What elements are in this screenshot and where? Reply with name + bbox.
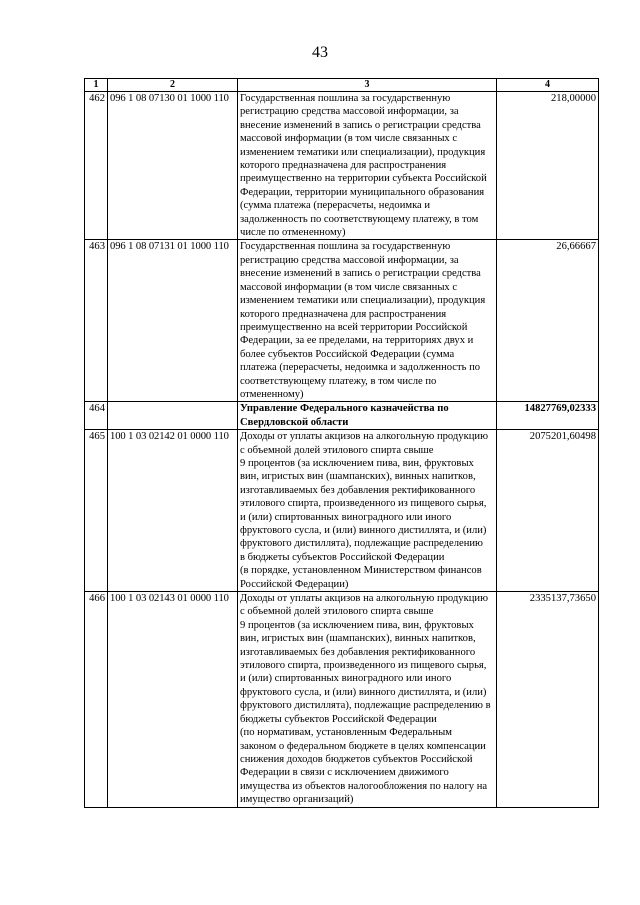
budget-code: 100 1 03 02143 01 0000 110 [108,592,238,808]
page-number: 43 [312,44,328,61]
column-header: 4 [497,79,599,92]
table-row [85,430,599,592]
row-number: 465 [85,430,108,592]
budget-code: 096 1 08 07131 01 1000 110 [108,240,238,402]
column-header: 3 [238,79,497,92]
row-number: 462 [85,92,108,240]
row-amount: 2335137,73650 [497,592,599,808]
row-number: 466 [85,592,108,808]
row-amount: 218,00000 [497,92,599,240]
column-header: 1 [85,79,108,92]
row-description: Государственная пошлина за государственную регистрацию средства массовой информации, за внесение изменений в запись о регистрации средства массовой информации (в том числе связанных с изменением тематики или специализации), продукция которого предназначена для распространения преимущественно на территории субъекта Российской Федерации, территории муниципального образования (сумма платежа (перерасчеты, недоимка и задолженность по соответствующему платежу, в том числе по отмененному) [238,92,497,240]
row-amount: 14827769,02333 [497,402,599,430]
table-row [85,240,599,402]
budget-table [84,78,599,808]
table-row [85,592,599,808]
budget-code: 100 1 03 02142 01 0000 110 [108,430,238,592]
row-description: Управление Федерального казначейства по Свердловской области [238,402,497,430]
row-number: 464 [85,402,108,430]
budget-code [108,402,238,430]
row-description: Доходы от уплаты акцизов на алкогольную продукцию с объемной долей этилового спирта свыше 9 процентов (за исключением пива, вин, фруктовых вин, игристых вин (шампанских), винных напитков, изготавливаемых без добавления ректификованного этилового спирта, произведенного из пищевого сырья, и (или) спиртованных виноградного или иного фруктового сусла, и (или) винного дистиллята, и (или) фруктового дистиллята), подлежащие распределению в бюджеты субъектов Российской Федерации (по нормативам, установленным Федеральным законом о федеральном бюджете в целях компенсации снижения доходов бюджетов субъектов Российской Федерации в связи с исключением движимого имущества из объектов налогообложения по налогу на имущество организаций) [238,592,497,808]
column-header: 2 [108,79,238,92]
table-row [85,402,599,430]
budget-code: 096 1 08 07130 01 1000 110 [108,92,238,240]
table-row [85,92,599,240]
row-amount: 26,66667 [497,240,599,402]
table-header-row [85,79,599,92]
row-description: Государственная пошлина за государственную регистрацию средства массовой информации, за внесение изменений в запись о регистрации средства массовой информации (в том числе связанных с изменением тематики или специализации), продукция которого предназначена для распространения преимущественно на всей территории Российской Федерации, за ее пределами, на территориях двух и более субъектов Российской Федерации (сумма платежа (перерасчеты, недоимка и задолженность по соответствующему платежу, в том числе по отмененному) [238,240,497,402]
row-description: Доходы от уплаты акцизов на алкогольную продукцию с объемной долей этилового спирта свыше 9 процентов (за исключением пива, вин, фруктовых вин, игристых вин (шампанских), винных напитков, изготавливаемых без добавления ректификованного этилового спирта, произведенного из пищевого сырья, и (или) спиртованных виноградного или иного фруктового сусла, и (или) винного дистиллята, и (или) фруктового дистиллята), подлежащие распределению в бюджеты субъектов Российской Федерации (в порядке, установленном Министерством финансов Российской Федерации) [238,430,497,592]
row-amount: 2075201,60498 [497,430,599,592]
row-number: 463 [85,240,108,402]
